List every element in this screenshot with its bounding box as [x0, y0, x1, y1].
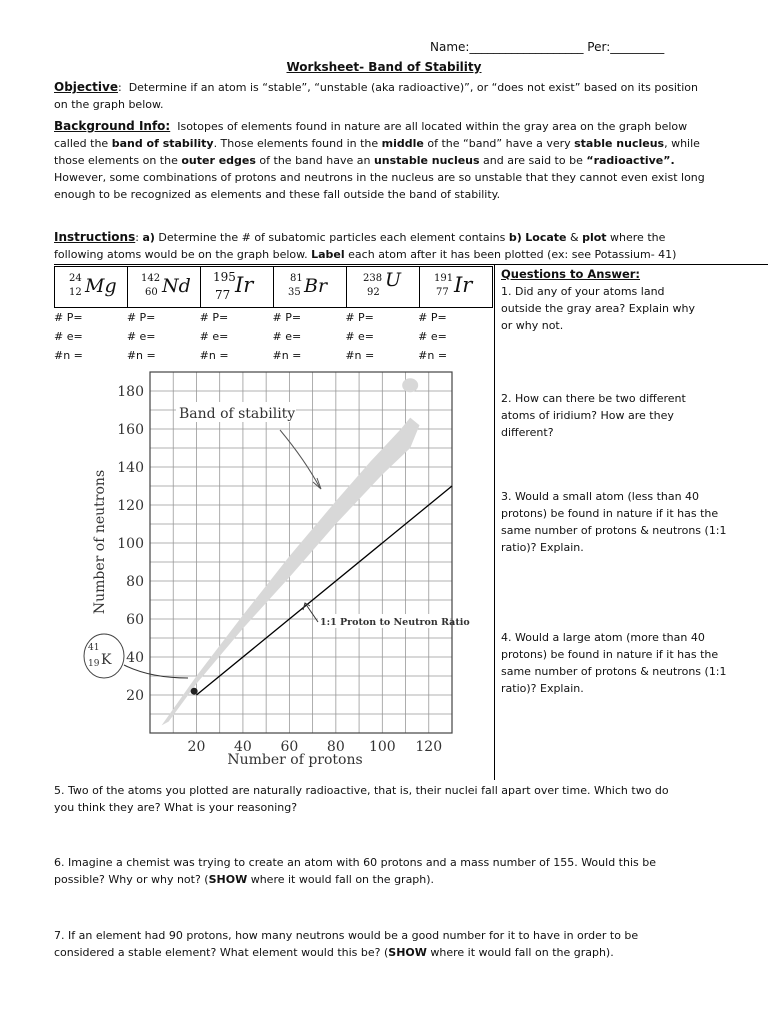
element-cell-ir-191 — [420, 267, 492, 307]
count-column — [127, 308, 200, 365]
band-tip-region — [402, 378, 418, 392]
objective-text-1: Determine if an atom is “stable”, “unstable (aka radioactive)”, or “does not exist” based on its position — [128, 81, 698, 94]
instructions-section: Instructions: a) Determine the # of subatomic particles each element contains b) Locate & plot where the following atoms would be on the graph below. Label each atom after it has been plotted (ex: see Potassium- 41) — [54, 230, 677, 261]
y-tick-label: 20 — [126, 688, 144, 704]
x-tick-label: 80 — [326, 739, 345, 755]
y-tick-label: 40 — [126, 650, 144, 666]
element-mass: 81 — [290, 273, 303, 284]
background-section — [54, 118, 754, 203]
x-tick-label: 100 — [368, 739, 396, 755]
objective-colon: : — [117, 81, 122, 94]
element-mass: 191 — [434, 273, 454, 284]
per-label: Per: — [587, 40, 611, 54]
x-tick-label: 120 — [415, 739, 443, 755]
background-line-4: However, some combinations of protons and neutrons in the nucleus are so unstable that they cannot even exist long — [54, 171, 705, 184]
element-mass: 238 — [363, 273, 383, 284]
count-column — [418, 308, 491, 365]
element-symbol: Ir — [235, 273, 254, 297]
background-line-1: Isotopes of elements found in nature are all located within the gray area on the graph below — [177, 120, 688, 133]
y-axis-label: Number of neutrons — [92, 469, 108, 615]
x-tick-label: 40 — [234, 739, 252, 755]
electron-count[interactable]: # e= — [418, 330, 447, 343]
y-tick-label: 140 — [117, 460, 144, 476]
band-of-stability-chart[interactable] — [80, 360, 480, 775]
objective-text-2: on the graph below. — [54, 98, 164, 111]
neutron-count[interactable]: #n = — [345, 349, 375, 362]
instructions-label: Instructions — [54, 230, 136, 244]
electron-count[interactable]: # e= — [54, 330, 83, 343]
objective-section — [54, 79, 754, 113]
band-of-stability-region — [162, 418, 420, 726]
neutron-count[interactable]: #n = — [126, 349, 156, 362]
y-tick-label: 180 — [117, 384, 144, 400]
potassium-41-point — [191, 688, 198, 695]
element-cell-ir-195 — [201, 267, 274, 307]
element-symbol: Mg — [85, 275, 117, 297]
element-symbol: Nd — [162, 275, 191, 297]
element-symbol: Br — [304, 275, 328, 297]
question-7: 7. If an element had 90 protons, how many neutrons would be a good number for it to have in order to be considered a stable element? What element would this be? (SHOW where it would fall on the graph). — [54, 929, 639, 959]
element-cell-br — [274, 267, 347, 307]
element-symbol: Ir — [454, 273, 473, 297]
y-tick-label: 160 — [117, 422, 144, 438]
potassium-mass: 41 — [88, 643, 100, 653]
element-number: 60 — [145, 287, 158, 298]
element-cell-u — [347, 267, 420, 307]
element-symbol: U — [385, 269, 402, 291]
element-number: 35 — [288, 287, 301, 298]
element-cell-mg — [55, 267, 128, 307]
question-6: 6. Imagine a chemist was trying to create an atom with 60 protons and a mass number of 155. Would this be possible? Why or why not? (SHOW where it would fall on the graph). — [54, 856, 656, 886]
proton-count[interactable]: # P= — [345, 311, 374, 324]
background-line-2: called the band of stability. Those elements found in the middle of the “band” have a very stable nucleus, while — [54, 137, 700, 150]
proton-count[interactable]: # P= — [54, 311, 83, 324]
band-label-arrow — [280, 430, 320, 488]
element-number: 77 — [215, 288, 231, 302]
name-blank[interactable]: ___________________ — [469, 40, 584, 54]
element-mass: 142 — [141, 273, 161, 284]
element-number: 92 — [367, 287, 380, 298]
proton-count[interactable]: # P= — [272, 311, 302, 324]
background-line-3: those elements on the outer edges of the band have an unstable nucleus and are said to be “radioactive”. — [54, 154, 675, 167]
question-3: 3. Would a small atom (less than 40 protons) be found in nature if it has the same number of protons & neutrons (1:1 ratio)? Explain. — [501, 490, 727, 554]
neutron-count[interactable]: #n = — [54, 349, 83, 362]
element-mass: 24 — [69, 273, 82, 284]
proton-count[interactable]: # P= — [418, 311, 447, 324]
name-per-line — [430, 40, 664, 54]
y-tick-label: 120 — [117, 498, 144, 514]
element-table — [54, 266, 493, 308]
particle-count-grid — [54, 308, 491, 365]
objective-label: Objective — [54, 80, 118, 94]
x-tick-label: 60 — [280, 739, 299, 755]
electron-count[interactable]: # e= — [272, 330, 302, 343]
questions-title: Questions to Answer: — [501, 267, 641, 281]
count-column — [272, 308, 345, 365]
y-tick-label: 80 — [126, 574, 144, 590]
column-divider — [494, 265, 495, 780]
proton-count[interactable]: # P= — [126, 311, 156, 324]
y-tick-label: 100 — [117, 536, 144, 552]
potassium-symbol: K — [101, 652, 112, 668]
element-mass: 195 — [213, 270, 236, 284]
electron-count[interactable]: # e= — [126, 330, 156, 343]
element-number: 77 — [436, 287, 449, 298]
background-line-5: enough to be recognized as elements and these fall outside the band of stability. — [54, 188, 501, 201]
y-tick-label: 60 — [126, 612, 144, 628]
x-axis-label: Number of protons — [227, 752, 363, 768]
count-column — [345, 308, 418, 365]
count-column — [54, 308, 127, 365]
band-label: Band of stability — [179, 406, 296, 422]
question-4: 4. Would a large atom (more than 40 protons) be found in nature if it has the same number of protons & neutrons (1:1 ratio)? Explain. — [501, 631, 727, 695]
question-1: 1. Did any of your atoms land outside the gray area? Explain why or why not. — [501, 285, 695, 332]
worksheet-title: Worksheet- Band of Stability — [286, 60, 482, 74]
question-5: 5. Two of the atoms you plotted are naturally radioactive, that is, their nuclei fall apart over time. Which two do you think they are? What is your reasoning? — [54, 784, 669, 814]
per-blank[interactable]: _________ — [610, 40, 665, 54]
question-2: 2. How can there be two different atoms of iridium? How are they different? — [501, 392, 686, 439]
proton-count[interactable]: # P= — [199, 311, 229, 324]
element-number: 12 — [69, 287, 82, 298]
electron-count[interactable]: # e= — [199, 330, 229, 343]
background-label: Background Info: — [54, 119, 171, 133]
electron-count[interactable]: # e= — [345, 330, 375, 343]
name-label: Name: — [430, 40, 470, 54]
element-cell-nd — [128, 267, 201, 307]
neutron-count[interactable]: #n = — [199, 349, 229, 362]
neutron-count[interactable]: #n = — [272, 349, 302, 362]
x-tick-label: 20 — [187, 739, 206, 755]
neutron-count[interactable]: #n = — [418, 349, 448, 362]
questions-column — [501, 266, 741, 334]
count-column — [200, 308, 273, 365]
ratio-label: 1:1 Proton to Neutron Ratio — [320, 617, 470, 628]
potassium-number: 19 — [88, 659, 100, 669]
